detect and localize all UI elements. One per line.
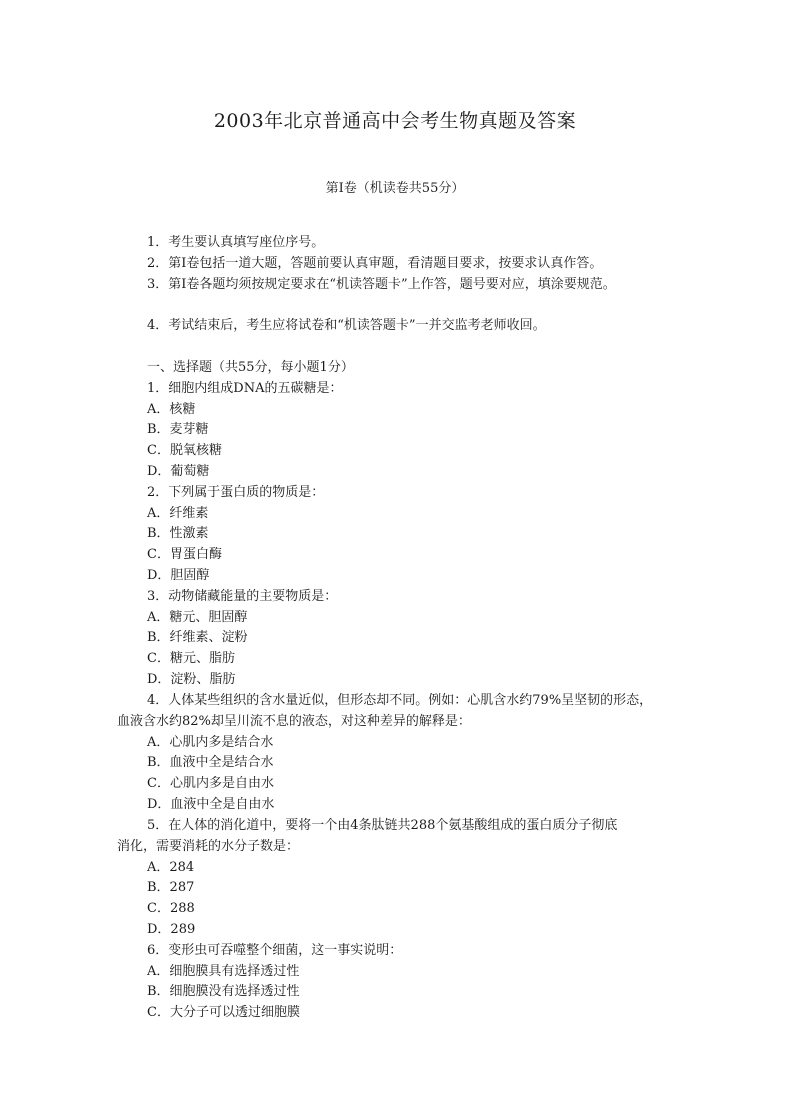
question-stem: 5．在人体的消化道中，要将一个由4条肽链共288个氨基酸组成的蛋白质分子彻底 xyxy=(147,818,618,833)
question-option: C．脱氧核糖 xyxy=(147,443,222,458)
question-option: B．细胞膜没有选择透过性 xyxy=(147,984,300,999)
instruction-3: 3．第Ⅰ卷各题均须按规定要求在“机读答题卡”上作答，题号要对应，填涂要规范。 xyxy=(147,277,616,292)
instruction-1: 1．考生要认真填写座位序号。 xyxy=(147,235,325,250)
document-title: 2003年北京普通高中会考生物真题及答案 xyxy=(213,110,577,132)
question-stem-continued: 血液含水约82%却呈川流不息的液态，对这种差异的解释是： xyxy=(117,714,471,729)
question-option: B．287 xyxy=(147,880,195,895)
question-stem: 4．人体某些组织的含水量近似，但形态却不同。例如：心肌含水约79%呈坚韧的形态， xyxy=(147,693,653,708)
question-option: B．性激素 xyxy=(147,526,209,541)
question-option: B．血液中全是结合水 xyxy=(147,755,274,770)
question-option: A．糖元、胆固醇 xyxy=(147,610,248,625)
question-option: A．核糖 xyxy=(147,402,196,417)
question-option: A．纤维素 xyxy=(147,506,209,521)
question-option: C．大分子可以透过细胞膜 xyxy=(147,1005,300,1020)
question-option: D．葡萄糖 xyxy=(147,464,210,479)
question-option: D．淀粉、脂肪 xyxy=(147,672,236,687)
question-option: A．细胞膜具有选择透过性 xyxy=(147,964,300,979)
question-option: B．纤维素、淀粉 xyxy=(147,630,248,645)
instruction-2: 2．第Ⅰ卷包括一道大题，答题前要认真审题，看清题目要求，按要求认真作答。 xyxy=(147,256,603,271)
question-stem: 1．细胞内组成DNA的五碳糖是： xyxy=(147,381,343,396)
question-stem: 6．变形虫可吞噬整个细菌，这一事实说明： xyxy=(147,943,403,958)
question-stem-continued: 消化，需要消耗的水分子数是： xyxy=(117,839,300,854)
question-option: C．288 xyxy=(147,901,195,916)
section-heading: 一、选择题（共55分，每小题1分） xyxy=(147,360,354,375)
question-option: A．心肌内多是结合水 xyxy=(147,735,274,750)
question-option: D．胆固醇 xyxy=(147,568,210,583)
section-subtitle: 第Ⅰ卷（机读卷共55分） xyxy=(325,181,465,196)
question-option: C．胃蛋白酶 xyxy=(147,547,222,562)
question-option: A．284 xyxy=(147,860,195,875)
question-stem: 3．动物储藏能量的主要物质是： xyxy=(147,589,338,604)
question-option: C．心肌内多是自由水 xyxy=(147,776,274,791)
question-option: D．血液中全是自由水 xyxy=(147,797,275,812)
instruction-4: 4．考试结束后，考生应将试卷和“机读答题卡”一并交监考老师收回。 xyxy=(147,318,546,333)
question-option: D．289 xyxy=(147,922,196,937)
question-option: C．糖元、脂肪 xyxy=(147,651,235,666)
question-stem: 2．下列属于蛋白质的物质是： xyxy=(147,485,325,500)
question-option: B．麦芽糖 xyxy=(147,422,209,437)
